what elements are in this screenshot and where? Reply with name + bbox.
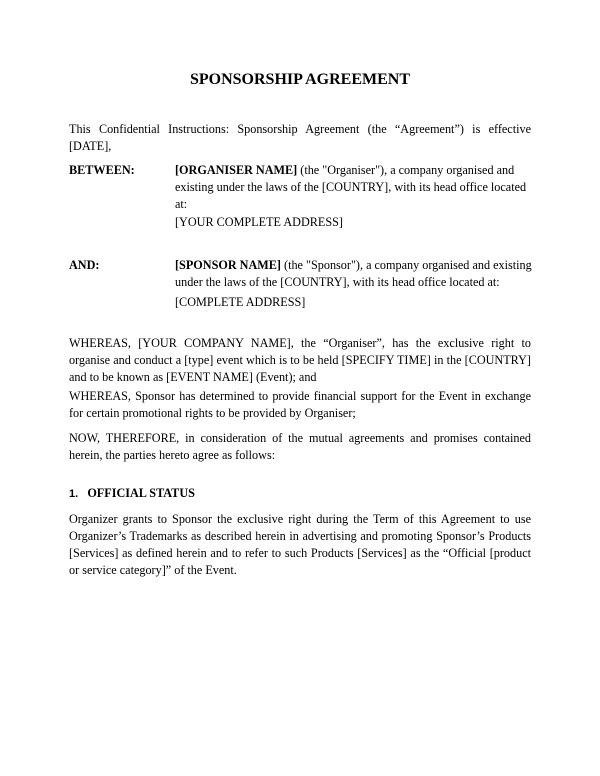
and-label: AND:	[69, 258, 100, 272]
sponsor-name: [SPONSOR NAME]	[175, 258, 281, 272]
between-label: BETWEEN:	[69, 163, 135, 177]
sponsor-party-block	[175, 257, 535, 291]
sponsor-address: [COMPLETE ADDRESS]	[175, 295, 306, 309]
organiser-description: (the "Organiser"), a company organised and existing under the laws of the [COUNTRY], with its head office located at:	[175, 163, 527, 211]
section-1-heading	[69, 485, 195, 503]
whereas-paragraph-1: WHEREAS, [YOUR COMPANY NAME], the “Organiser”, has the exclusive right to organise and conduct a [type] event which is to be held [SPECIFY TIME] in the [COUNTRY] and to be known as [EVENT NAME] (Event); and	[69, 336, 531, 384]
organiser-address: [YOUR COMPLETE ADDRESS]	[175, 215, 343, 229]
sponsor-description: (the "Sponsor"), a company organised and existing under the laws of the [COUNTRY], with its head office located at:	[175, 258, 532, 289]
document-title: SPONSORSHIP AGREEMENT	[189, 71, 411, 88]
section-1-body: Organizer grants to Sponsor the exclusive right during the Term of this Agreement to use Organizer’s Trademarks as described herein in advertising and promoting Sponsor’s Products [Services] as defined herein and to refer to such Products [Services] as the “Official [product or service category]” of the Event.	[69, 512, 531, 577]
organiser-name: [ORGANISER NAME]	[175, 163, 298, 177]
now-therefore-paragraph: NOW, THEREFORE, in consideration of the mutual agreements and promises contained herein, the parties hereto agree as follows:	[69, 431, 531, 462]
section-1-number: 1.	[69, 488, 79, 500]
organiser-party-block	[175, 162, 535, 213]
whereas-paragraph-2: WHEREAS, Sponsor has determined to provide financial support for the Event in exchange for certain promotional rights to be provided by Organiser;	[69, 389, 531, 420]
section-1-title: OFFICIAL STATUS	[87, 486, 195, 500]
intro-paragraph: This Confidential Instructions: Sponsorship Agreement (the “Agreement”) is effective [DATE],	[69, 122, 531, 153]
